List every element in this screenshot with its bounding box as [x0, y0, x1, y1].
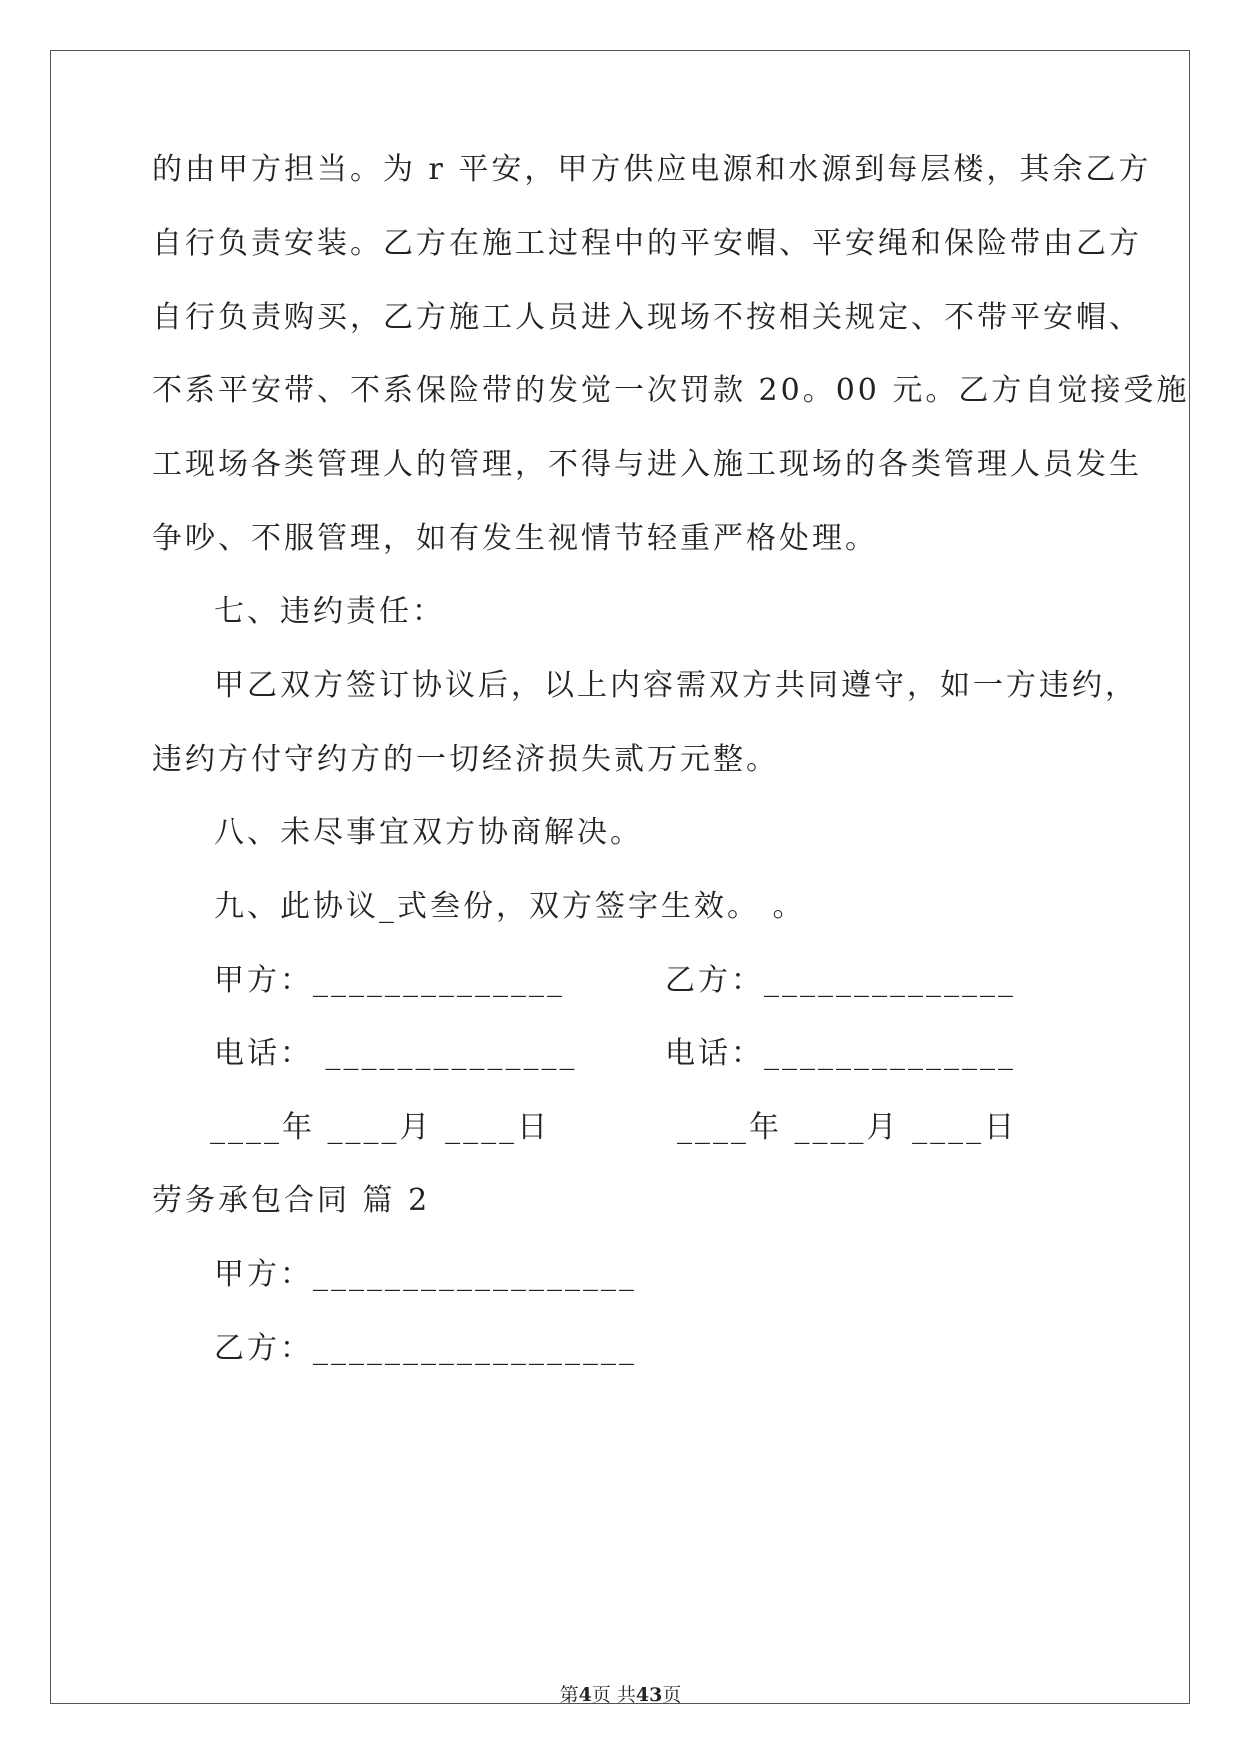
section9-text: 九、此协议_式叁份，双方签字生效。 。 — [214, 889, 806, 924]
footer-prefix: 第 — [559, 1684, 579, 1706]
footer-mid: 页 共 — [591, 1684, 636, 1706]
footer-total-pages: 43 — [635, 1684, 663, 1706]
body-line-2: 自行负责安装。乙方在施工过程中的平安帽、平安绳和保险带由乙方 — [152, 226, 1142, 261]
contract2-party-b: 乙方：__________________ — [214, 1331, 637, 1366]
footer-suffix: 页 — [662, 1684, 682, 1706]
body-line-5: 工现场各类管理人的管理，不得与进入施工现场的各类管理人员发生 — [152, 447, 1142, 482]
page-border — [50, 50, 1190, 1704]
body-line-3: 自行负责购买，乙方施工人员进入现场不按相关规定、不带平安帽、 — [152, 300, 1142, 335]
section7-line-2: 违约方付守约方的一切经济损失贰万元整。 — [152, 742, 779, 777]
section7-heading: 七、违约责任： — [214, 594, 445, 629]
section8-text: 八、未尽事宜双方协商解决。 — [214, 815, 643, 850]
contract2-title: 劳务承包合同 篇 2 — [152, 1183, 431, 1218]
footer-page-number: 4 — [578, 1684, 592, 1706]
party-b-phone: 电话：______________ — [665, 1036, 1016, 1071]
party-b-date: ____年 ____月 ____日 — [677, 1110, 1018, 1145]
party-a-signature: 甲方：______________ — [214, 963, 565, 998]
body-line-4: 不系平安带、不系保险带的发觉一次罚款 20。00 元。乙方自觉接受施 — [152, 373, 1190, 408]
party-a-date: ____年 ____月 ____日 — [210, 1110, 551, 1145]
page-footer — [0, 1680, 1241, 1707]
party-b-signature: 乙方：______________ — [665, 963, 1016, 998]
body-line-6: 争吵、不服管理，如有发生视情节轻重严格处理。 — [152, 521, 878, 556]
contract2-party-a: 甲方：__________________ — [214, 1257, 637, 1292]
party-a-phone: 电话： ______________ — [214, 1036, 578, 1071]
body-line-1: 的由甲方担当。为 r 平安，甲方供应电源和水源到每层楼，其余乙方 — [152, 152, 1152, 187]
section7-line-1: 甲乙双方签订协议后，以上内容需双方共同遵守，如一方违约， — [214, 668, 1138, 703]
